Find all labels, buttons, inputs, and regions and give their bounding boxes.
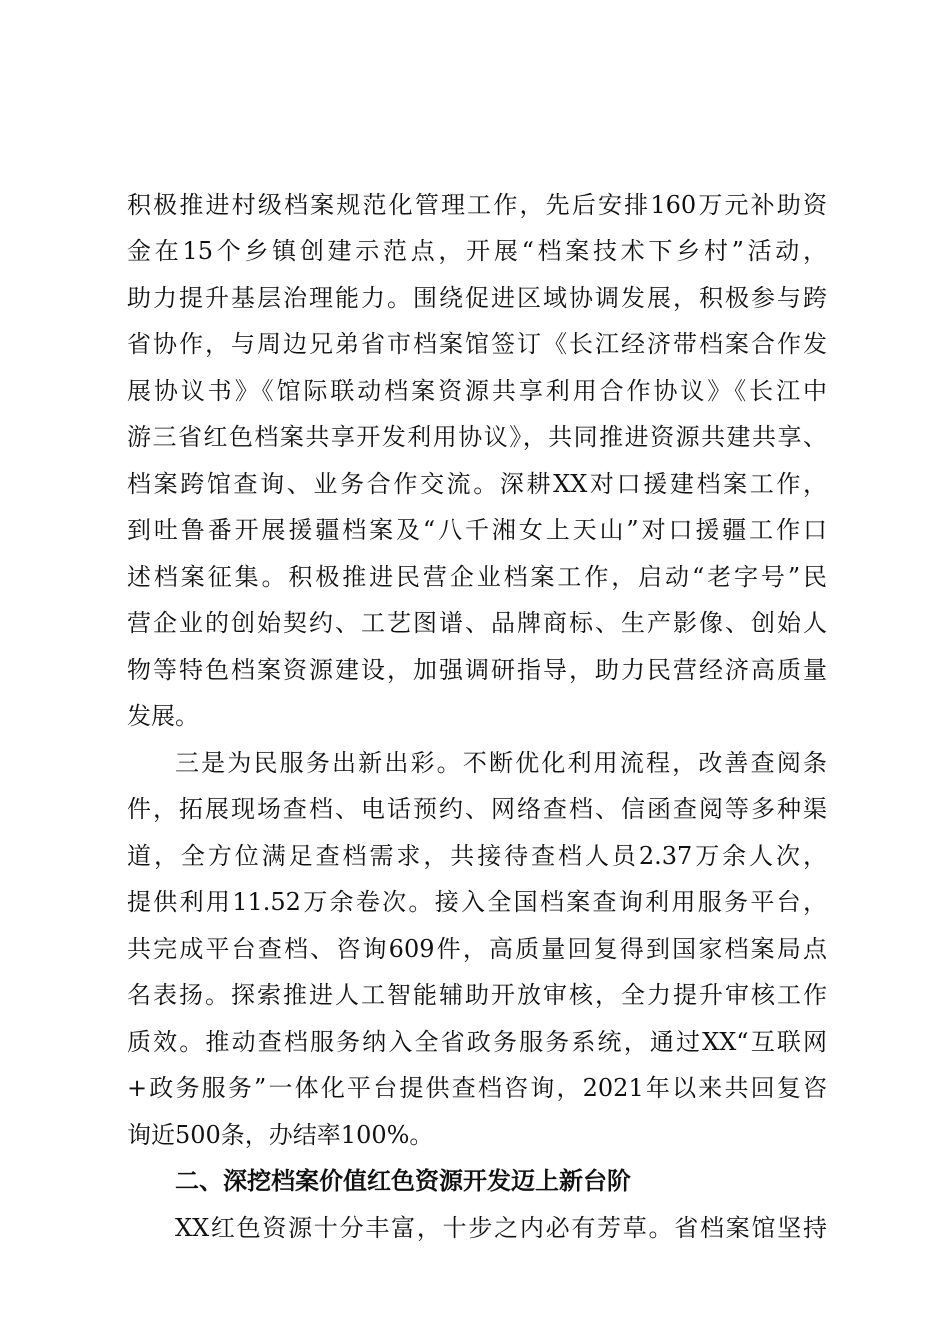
text-line: 积极推进村级档案规范化管理工作，先后安排160万元补助资 bbox=[127, 191, 827, 219]
text-line: XX红色资源十分丰富，十步之内必有芳草。省档案馆坚持 bbox=[175, 1214, 827, 1242]
text-line: 省协作，与周边兄弟省市档案馆签订《长江经济带档案合作发 bbox=[127, 330, 827, 358]
text-line: 询近500条，办结率100%。 bbox=[127, 1121, 434, 1149]
text-line: 三是为民服务出新出彩。不断优化利用流程，改善查阅条 bbox=[175, 749, 827, 777]
text-line: 到吐鲁番开展援疆档案及“八千湘女上天山”对口援疆工作口 bbox=[127, 516, 827, 544]
text-line: 提供利用11.52万余卷次。接入全国档案查询利用服务平台， bbox=[127, 888, 827, 916]
text-line: +政务服务”一体化平台提供查档咨询，2021年以来共回复咨 bbox=[127, 1074, 827, 1102]
text-line: 共完成平台查档、咨询609件，高质量回复得到国家档案局点 bbox=[127, 935, 827, 963]
text-line: 金在15个乡镇创建示范点，开展“档案技术下乡村”活动， bbox=[127, 237, 827, 265]
text-line: 档案跨馆查询、业务合作交流。深耕XX对口援建档案工作， bbox=[127, 470, 827, 498]
text-line: 物等特色档案资源建设，加强调研指导，助力民营经济高质量 bbox=[127, 656, 827, 684]
text-line: 名表扬。探索推进人工智能辅助开放审核，全力提升审核工作 bbox=[127, 981, 827, 1009]
text-line: 发展。 bbox=[127, 702, 199, 730]
text-line: 助力提升基层治理能力。围绕促进区域协调发展，积极参与跨 bbox=[127, 284, 827, 312]
text-line: 游三省红色档案共享开发利用协议》，共同推进资源共建共享、 bbox=[127, 423, 827, 451]
text-line: 述档案征集。积极推进民营企业档案工作，启动“老字号”民 bbox=[127, 563, 827, 591]
text-line: 展协议书》《馆际联动档案资源共享利用合作协议》《长江中 bbox=[127, 377, 827, 405]
text-line: 质效。推动查档服务纳入全省政务服务系统，通过XX“互联网 bbox=[127, 1028, 827, 1056]
section-heading: 二、深挖档案价值红色资源开发迈上新台阶 bbox=[175, 1167, 631, 1195]
text-line: 件，拓展现场查档、电话预约、网络查档、信函查阅等多种渠 bbox=[127, 795, 827, 823]
text-line: 道，全方位满足查档需求，共接待查档人员2.37万余人次， bbox=[127, 842, 827, 870]
text-line: 营企业的创始契约、工艺图谱、品牌商标、生产影像、创始人 bbox=[127, 609, 827, 637]
